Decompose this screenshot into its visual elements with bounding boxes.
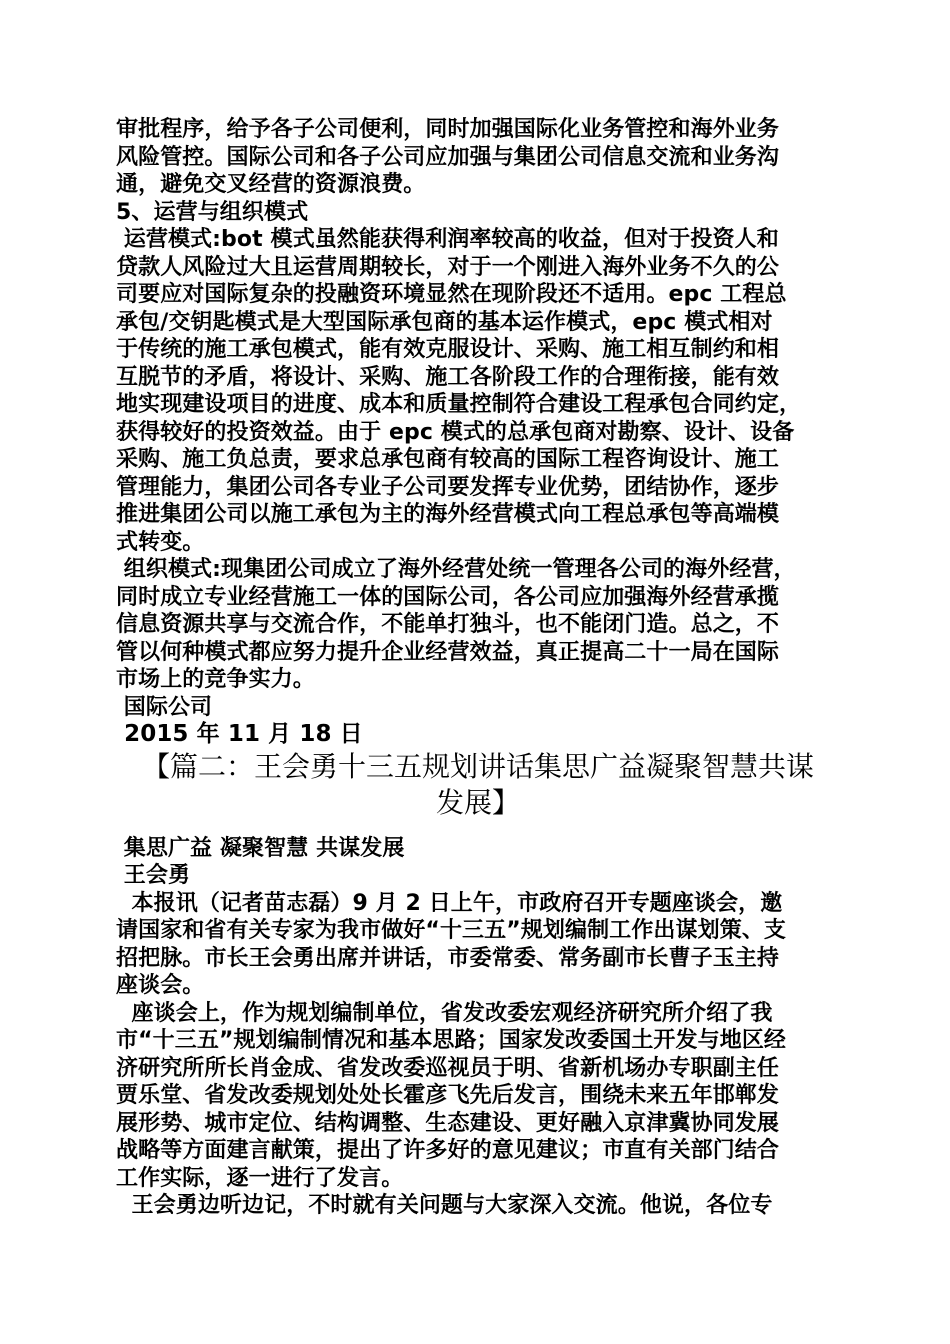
text-line: 司要应对国际复杂的投融资环境显然在现阶段还不适用。epc 工程总 <box>116 282 787 307</box>
text-line: 信息资源共享与交流合作，不能单打独斗，也不能闭门造。总之，不 <box>116 612 780 637</box>
text-line: 组织模式:现集团公司成立了海外经营处统一管理各公司的海外经营， <box>116 557 796 582</box>
paragraph-intro <box>116 116 840 199</box>
subtitle-text: 集思广益 凝聚智慧 共谋发展 <box>116 835 405 861</box>
text-line: 承包/交钥匙模式是大型国际承包商的基本运作模式，epc 模式相对 <box>116 309 773 335</box>
text-line: 贾乐堂、省发改委规划处处长霍彦飞先后发言，围绕未来五年邯郸发 <box>116 1083 780 1108</box>
date-text: 2015 年 11 月 18 日 <box>116 721 363 747</box>
text-line: 同时成立专业经营施工一体的国际公司，各公司应加强海外经营承揽 <box>116 584 780 610</box>
article-author <box>116 862 840 890</box>
text-line: 市场上的竞争实力。 <box>116 667 315 692</box>
text-line: 风险管控。国际公司和各子公司应加强与集团公司信息交流和业务沟 <box>116 144 780 170</box>
paragraph-news-1 <box>116 890 840 1000</box>
text-line: 管以何种模式都应努力提升企业经营效益，真正提高二十一局在国际 <box>116 639 780 665</box>
document-page <box>116 116 840 1220</box>
text-line: 市“十三五”规划编制情况和基本思路；国家发改委国土开发与地区经 <box>116 1028 787 1053</box>
paragraph-news-3 <box>116 1192 840 1220</box>
text-line: 运营模式:bot 模式虽然能获得利润率较高的收益，但对于投资人和 <box>116 227 779 252</box>
text-line: 审批程序，给予各子公司便利，同时加强国际化业务管控和海外业务 <box>116 117 780 142</box>
text-line: 于传统的施工承包模式，能有效克服设计、采购、施工相互制约和相 <box>116 337 780 362</box>
section-title-text: 5、运营与组织模式 <box>116 199 309 225</box>
spacer <box>116 821 840 835</box>
section-title <box>116 199 840 227</box>
paragraph-operation-mode <box>116 226 840 556</box>
text-line: 座谈会。 <box>116 973 205 998</box>
heading-line: 【篇二：王会勇十三五规划讲话集思广益凝聚智慧共谋 <box>141 749 814 783</box>
text-line: 王会勇边听边记，不时就有关问题与大家深入交流。他说，各位专 <box>116 1193 773 1218</box>
text-line: 工作实际，逐一进行了发言。 <box>116 1165 404 1191</box>
text-line: 战略等方面建言献策，提出了许多好的意见建议；市直有关部门结合 <box>116 1138 780 1163</box>
text-line: 济研究所所长肖金成、省发改委巡视员于明、省新机场办专职副主任 <box>116 1055 780 1081</box>
text-line: 座谈会上，作为规划编制单位，省发改委宏观经济研究所介绍了我 <box>116 1000 773 1026</box>
text-line: 推进集团公司以施工承包为主的海外经营模式向工程总承包等高端模 <box>116 502 780 527</box>
text-line: 采购、施工负总责，要求总承包商有较高的国际工程咨询设计、施工 <box>116 447 780 472</box>
heading-line: 发展】 <box>435 785 520 819</box>
author-text: 王会勇 <box>116 863 191 888</box>
text-line: 请国家和省有关专家为我市做好“十三五”规划编制工作出谋划策、支 <box>116 918 787 943</box>
text-line: 互脱节的矛盾，将设计、采购、施工各阶段工作的合理衔接，能有效 <box>116 364 780 390</box>
signature <box>116 694 840 722</box>
signature-text: 国际公司 <box>116 694 213 720</box>
text-line: 管理能力，集团公司各专业子公司要发挥专业优势，团结协作，逐步 <box>116 474 780 500</box>
text-line: 贷款人风险过大且运营周期较长，对于一个刚进入海外业务不久的公 <box>116 254 780 280</box>
article-heading <box>116 749 840 821</box>
article-subtitle <box>116 835 840 863</box>
text-line: 通，避免交叉经营的资源浪费。 <box>116 172 426 197</box>
text-line: 式转变。 <box>116 529 205 555</box>
text-line: 本报讯（记者苗志磊）9 月 2 日上午，市政府召开专题座谈会，邀 <box>116 890 783 916</box>
text-line: 获得较好的投资效益。由于 epc 模式的总承包商对勘察、设计、设备 <box>116 419 795 445</box>
text-line: 地实现建设项目的进度、成本和质量控制符合建设工程承包合同约定， <box>116 392 802 417</box>
text-line: 招把脉。市长王会勇出席并讲话，市委常委、常务副市长曹子玉主持 <box>116 945 780 971</box>
date <box>116 721 840 749</box>
text-line: 展形势、城市定位、结构调整、生态建设、更好融入京津冀协同发展 <box>116 1110 780 1136</box>
paragraph-organization-mode <box>116 556 840 694</box>
paragraph-news-2 <box>116 1000 840 1193</box>
